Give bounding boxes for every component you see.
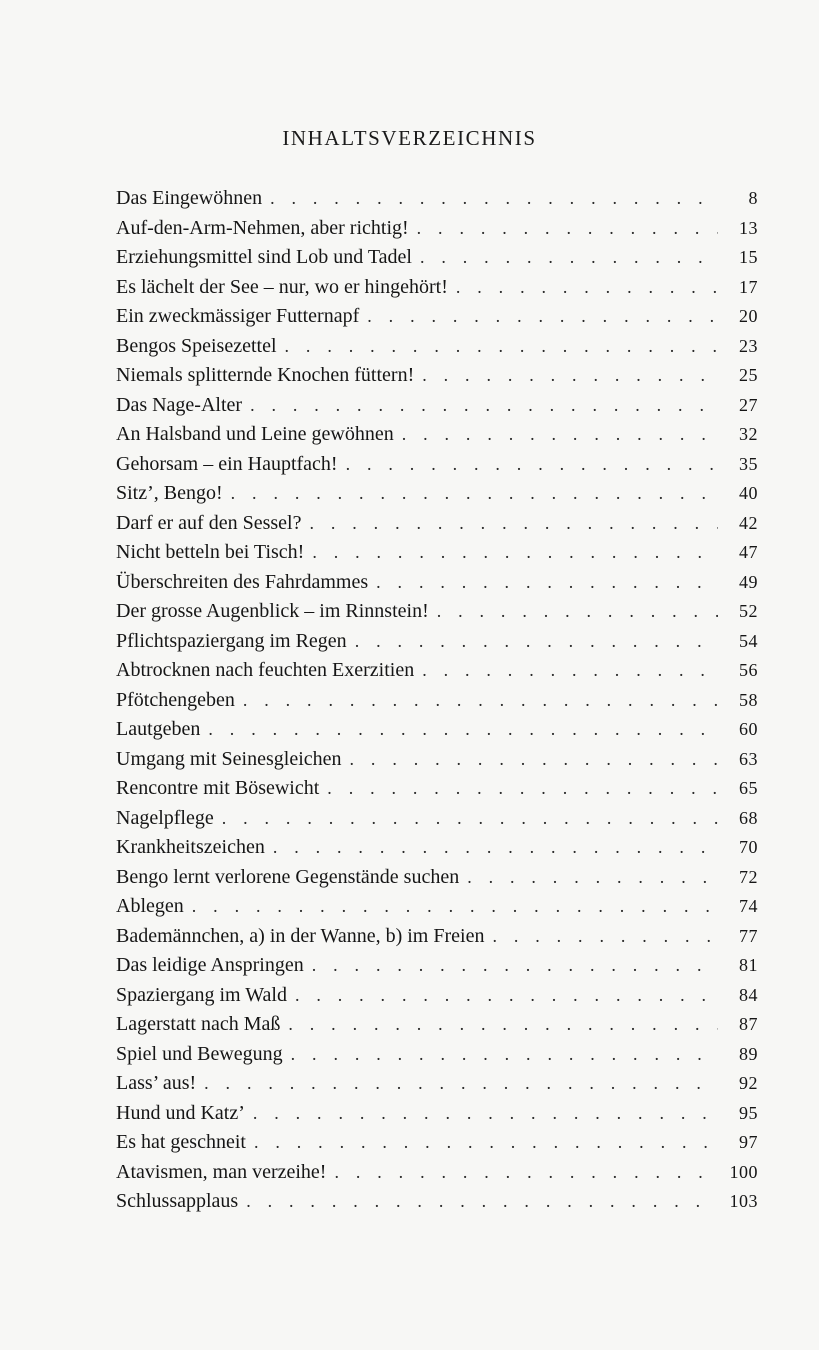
toc-page-number: 54 bbox=[739, 630, 758, 651]
dot-leader bbox=[192, 892, 718, 922]
toc-entry-title: Niemals splitternde Knochen füttern! bbox=[116, 364, 415, 386]
toc-page-number: 49 bbox=[739, 571, 758, 592]
toc-entry bbox=[116, 332, 758, 362]
toc-entry bbox=[116, 450, 758, 480]
toc-entry-title: Abtrocknen nach feuchten Exerzitien bbox=[116, 659, 415, 681]
toc-entry-title: Spiel und Bewegung bbox=[116, 1042, 283, 1065]
toc-entry-title: Atavismen, man verzeihe! bbox=[116, 1160, 327, 1183]
dot-leader bbox=[355, 627, 718, 657]
toc-page-number: 17 bbox=[739, 276, 758, 297]
toc-page-number: 25 bbox=[739, 365, 758, 385]
dot-leader bbox=[285, 332, 718, 362]
toc-page-number: 13 bbox=[739, 217, 758, 238]
toc-page-number: 58 bbox=[739, 689, 758, 710]
toc-entry bbox=[116, 981, 758, 1011]
dot-leader bbox=[492, 922, 718, 952]
toc-entry-title: Darf er auf den Sessel? bbox=[116, 511, 302, 534]
toc-entry-title: Auf-den-Arm-Nehmen, aber richtig! bbox=[116, 216, 409, 239]
toc-page-number: 65 bbox=[739, 778, 758, 798]
toc-entry bbox=[116, 361, 758, 391]
dot-leader bbox=[246, 1187, 718, 1217]
toc-entry bbox=[116, 1158, 758, 1188]
toc-page-number: 40 bbox=[739, 483, 758, 503]
toc-entry-title: Krankheitszeichen bbox=[116, 836, 265, 858]
toc-entry-title: Es lächelt der See – nur, wo er hingehört! bbox=[116, 275, 448, 298]
toc-entry-title: Sitz’, Bengo! bbox=[116, 482, 223, 504]
dot-leader bbox=[420, 243, 718, 273]
toc-entry-title: Das Nage-Alter bbox=[116, 393, 243, 416]
toc-entry-title: Lagerstatt nach Maß bbox=[116, 1013, 281, 1035]
toc-entry bbox=[116, 479, 758, 509]
toc-entry bbox=[116, 273, 758, 303]
toc-page-number: 103 bbox=[729, 1191, 758, 1211]
toc-page-number: 89 bbox=[739, 1043, 758, 1064]
toc-entry bbox=[116, 804, 758, 834]
toc-entry bbox=[116, 568, 758, 598]
toc-entry-title: Pflichtspaziergang im Regen bbox=[116, 629, 347, 652]
toc-entry-title: Der grosse Augenblick – im Rinnstein! bbox=[116, 600, 429, 622]
toc-entry bbox=[116, 863, 758, 893]
toc-entry bbox=[116, 774, 758, 804]
dot-leader bbox=[417, 214, 718, 244]
toc-entry-title: An Halsband und Leine gewöhnen bbox=[116, 423, 394, 445]
toc-entry bbox=[116, 538, 758, 568]
toc-entry bbox=[116, 833, 758, 863]
toc-entry bbox=[116, 715, 758, 745]
dot-leader bbox=[309, 509, 718, 539]
table-of-contents bbox=[116, 184, 758, 1217]
toc-entry bbox=[116, 656, 758, 686]
dot-leader bbox=[231, 479, 718, 509]
toc-entry bbox=[116, 184, 758, 214]
dot-leader bbox=[437, 597, 718, 627]
toc-page-number: 23 bbox=[739, 335, 758, 356]
toc-page-number: 63 bbox=[739, 748, 758, 769]
toc-entry-title: Es hat geschneit bbox=[116, 1131, 246, 1153]
toc-entry bbox=[116, 951, 758, 981]
dot-leader bbox=[204, 1069, 718, 1099]
toc-page-number: 15 bbox=[739, 247, 758, 267]
toc-page-number: 8 bbox=[748, 188, 758, 208]
toc-entry-title: Hund und Katz’ bbox=[116, 1101, 245, 1124]
dot-leader bbox=[312, 538, 718, 568]
toc-entry-title: Überschreiten des Fahrdammes bbox=[116, 570, 369, 593]
toc-entry bbox=[116, 686, 758, 716]
dot-leader bbox=[350, 745, 718, 775]
toc-entry bbox=[116, 1040, 758, 1070]
toc-entry-title: Bengos Speisezettel bbox=[116, 334, 277, 357]
toc-entry bbox=[116, 1069, 758, 1099]
toc-entry-title: Schlussapplaus bbox=[116, 1190, 239, 1212]
toc-page-number: 27 bbox=[739, 394, 758, 415]
toc-page-number: 47 bbox=[739, 542, 758, 562]
toc-page-number: 32 bbox=[739, 424, 758, 444]
toc-entry bbox=[116, 509, 758, 539]
dot-leader bbox=[254, 1128, 718, 1158]
toc-entry bbox=[116, 1099, 758, 1129]
toc-page-number: 77 bbox=[739, 925, 758, 946]
toc-page-number: 72 bbox=[739, 866, 758, 887]
toc-entry-title: Umgang mit Seinesgleichen bbox=[116, 747, 342, 770]
toc-page-number: 35 bbox=[739, 453, 758, 474]
dot-leader bbox=[208, 715, 718, 745]
toc-entry bbox=[116, 420, 758, 450]
toc-page-number: 81 bbox=[739, 955, 758, 975]
toc-entry-title: Spaziergang im Wald bbox=[116, 983, 287, 1006]
toc-entry-title: Bademännchen, a) in der Wanne, b) im Freien bbox=[116, 924, 485, 947]
toc-entry bbox=[116, 391, 758, 421]
toc-page-number: 74 bbox=[739, 896, 758, 916]
toc-page-number: 87 bbox=[739, 1014, 758, 1034]
toc-entry-title: Nagelpflege bbox=[116, 806, 214, 829]
dot-leader bbox=[291, 1040, 718, 1070]
toc-page-number: 84 bbox=[739, 984, 758, 1005]
toc-page-number: 95 bbox=[739, 1102, 758, 1123]
dot-leader bbox=[250, 391, 718, 421]
dot-leader bbox=[312, 951, 718, 981]
toc-entry bbox=[116, 745, 758, 775]
toc-page-number: 56 bbox=[739, 660, 758, 680]
toc-page-number: 92 bbox=[739, 1073, 758, 1093]
toc-entry bbox=[116, 1128, 758, 1158]
toc-entry bbox=[116, 214, 758, 244]
toc-entry bbox=[116, 627, 758, 657]
toc-page-number: 100 bbox=[729, 1161, 758, 1182]
toc-page-number: 52 bbox=[739, 601, 758, 621]
toc-page-number: 97 bbox=[739, 1132, 758, 1152]
dot-leader bbox=[253, 1099, 718, 1129]
page-title: INHALTSVERZEICHNIS bbox=[282, 126, 537, 150]
toc-page-number: 20 bbox=[739, 306, 758, 326]
toc-entry-title: Ablegen bbox=[116, 895, 184, 917]
dot-leader bbox=[467, 863, 718, 893]
dot-leader bbox=[376, 568, 718, 598]
toc-entry-title: Gehorsam – ein Hauptfach! bbox=[116, 452, 338, 475]
dot-leader bbox=[346, 450, 718, 480]
toc-entry-title: Bengo lernt verlorene Gegenstände suchen bbox=[116, 865, 460, 888]
toc-entry bbox=[116, 1187, 758, 1217]
toc-entry-title: Lautgeben bbox=[116, 718, 201, 740]
dot-leader bbox=[273, 833, 718, 863]
dot-leader bbox=[270, 184, 718, 214]
toc-entry bbox=[116, 302, 758, 332]
toc-entry bbox=[116, 1010, 758, 1040]
toc-page-number: 70 bbox=[739, 837, 758, 857]
toc-page-number: 68 bbox=[739, 807, 758, 828]
dot-leader bbox=[222, 804, 718, 834]
toc-page-number: 60 bbox=[739, 719, 758, 739]
toc-entry bbox=[116, 243, 758, 273]
dot-leader bbox=[288, 1010, 718, 1040]
dot-leader bbox=[422, 361, 718, 391]
dot-leader bbox=[295, 981, 718, 1011]
toc-entry bbox=[116, 922, 758, 952]
toc-entry-title: Nicht betteln bei Tisch! bbox=[116, 541, 305, 563]
toc-entry-title: Lass’ aus! bbox=[116, 1072, 197, 1094]
toc-entry-title: Das leidige Anspringen bbox=[116, 954, 304, 976]
toc-entry-title: Pfötchengeben bbox=[116, 688, 235, 711]
toc-page-number: 42 bbox=[739, 512, 758, 533]
toc-entry bbox=[116, 597, 758, 627]
dot-leader bbox=[402, 420, 718, 450]
dot-leader bbox=[456, 273, 718, 303]
dot-leader bbox=[243, 686, 718, 716]
toc-entry-title: Erziehungsmittel sind Lob und Tadel bbox=[116, 246, 412, 268]
toc-entry-title: Ein zweckmässiger Futternapf bbox=[116, 305, 360, 327]
dot-leader bbox=[327, 774, 718, 804]
dot-leader bbox=[422, 656, 718, 686]
dot-leader bbox=[334, 1158, 718, 1188]
toc-entry-title: Das Eingewöhnen bbox=[116, 187, 263, 209]
dot-leader bbox=[367, 302, 718, 332]
toc-entry bbox=[116, 892, 758, 922]
toc-entry-title: Rencontre mit Bösewicht bbox=[116, 777, 320, 799]
